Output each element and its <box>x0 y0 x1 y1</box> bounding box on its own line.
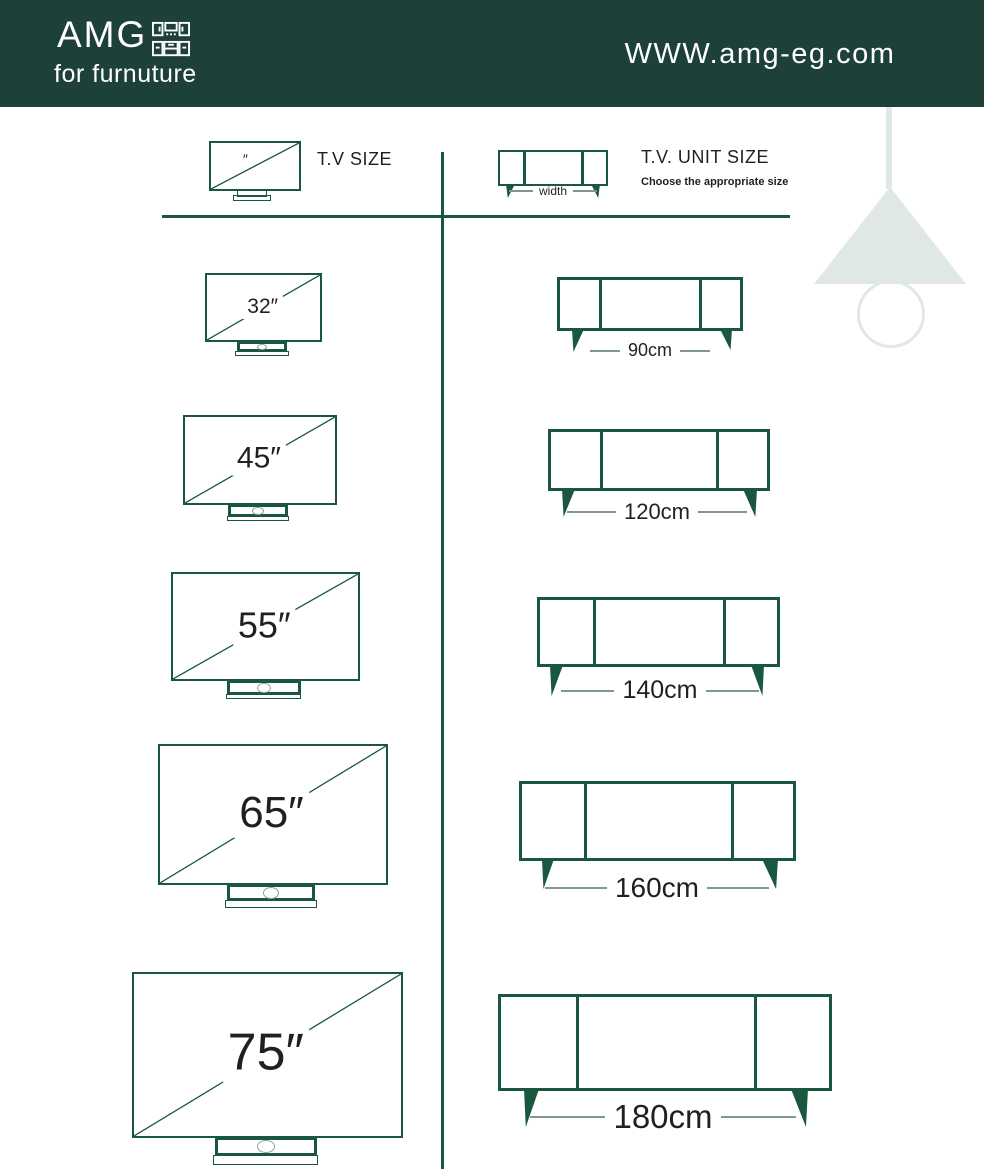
tv-stand <box>132 1138 399 1165</box>
tv-stand <box>205 342 318 356</box>
unit-cabinet <box>498 994 832 1091</box>
brand-logo-text: AMG <box>57 14 148 55</box>
measure-dash <box>680 350 710 352</box>
vertical-divider <box>441 152 444 1169</box>
unit-cabinet <box>519 781 796 861</box>
kitchen-furniture-icon <box>152 21 190 59</box>
unit-divider <box>581 152 584 184</box>
unit-width-label: 160cm <box>614 872 700 903</box>
pendant-lamp-shade-icon <box>814 187 966 284</box>
unit-cabinet <box>537 597 780 667</box>
unit-divider <box>523 152 526 184</box>
measure-dash <box>698 511 747 513</box>
measure-dash <box>530 1116 605 1118</box>
stand-camera-dot <box>257 1140 275 1153</box>
tv-screen <box>158 744 388 885</box>
tv-stand <box>158 885 384 908</box>
unit-width-measure <box>500 676 820 705</box>
unit-width-label: 180cm <box>613 1098 713 1135</box>
measure-dash <box>590 350 620 352</box>
legend-tv-unit-icon <box>498 150 608 186</box>
header-banner <box>0 0 984 107</box>
unit-width-label: 140cm <box>622 676 698 704</box>
tv-size-label: 55″ <box>233 604 296 646</box>
unit-width-label: 90cm <box>627 340 672 360</box>
tv-size-label: 75″ <box>223 1023 309 1083</box>
legend-width-measure <box>463 184 643 198</box>
legend-tv-base <box>233 195 271 201</box>
measure-dash <box>545 887 607 889</box>
tv-screen <box>171 572 360 681</box>
tv-size-label: 45″ <box>232 442 286 476</box>
tv-screen <box>205 273 322 342</box>
measure-dash <box>573 190 597 192</box>
measure-dash <box>706 690 759 692</box>
tv-size-label: 32″ <box>242 295 283 319</box>
tv-stand <box>171 681 356 699</box>
width-label: width <box>538 184 567 198</box>
unit-cabinet <box>548 429 770 491</box>
unit-width-measure <box>497 872 817 904</box>
stand-camera-dot <box>257 344 267 350</box>
measure-dash <box>509 190 533 192</box>
unit-width-measure <box>490 340 810 361</box>
unit-width-label: 120cm <box>623 499 691 524</box>
tv-size-label: 65″ <box>234 788 309 838</box>
unit-width-measure <box>503 1098 823 1136</box>
inch-mark: ″ <box>242 151 248 168</box>
horizontal-divider <box>162 215 790 218</box>
stand-camera-dot <box>263 887 279 899</box>
tv-screen <box>132 972 403 1138</box>
website-url: WWW.amg-eg.com <box>624 38 896 70</box>
unit-cabinet <box>557 277 743 331</box>
pendant-lamp-cord <box>886 107 892 189</box>
legend-tv-icon <box>209 141 301 191</box>
pendant-lamp-bulb-icon <box>857 280 925 348</box>
tv-stand <box>183 505 333 521</box>
unit-size-section-subtitle: Choose the appropriate size <box>641 176 789 188</box>
stand-camera-dot <box>252 507 264 515</box>
measure-dash <box>561 690 614 692</box>
tv-size-section-title: T.V SIZE <box>317 149 393 169</box>
measure-dash <box>721 1116 796 1118</box>
measure-dash <box>567 511 616 513</box>
brand-tagline: for furnuture <box>54 60 197 88</box>
unit-size-section-title: T.V. UNIT SIZE <box>641 147 770 167</box>
unit-width-measure <box>497 499 817 525</box>
tv-screen <box>183 415 337 505</box>
measure-dash <box>707 887 769 889</box>
stand-camera-dot <box>257 683 271 693</box>
